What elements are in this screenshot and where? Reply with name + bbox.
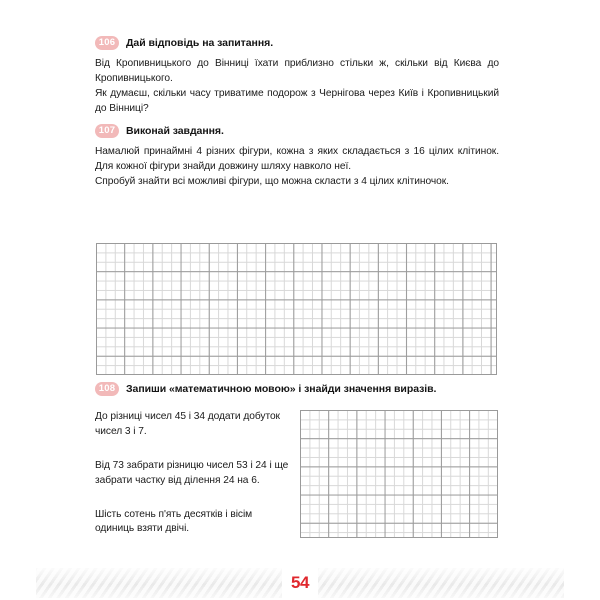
task-107 — [95, 124, 499, 190]
expression-item-3 — [95, 508, 291, 538]
page-footer — [0, 558, 600, 600]
task-108-expression-list — [95, 410, 291, 537]
expressions-grid[interactable] — [300, 410, 498, 538]
task-106-header — [95, 36, 499, 50]
expression-item-2 — [95, 459, 291, 489]
task-number-badge-107: 107 — [95, 124, 119, 138]
expression-text-1: До різниці чисел 45 і 34 додати добуток чисел 3 і 7. — [95, 411, 280, 437]
page-number: 54 — [282, 573, 318, 593]
task-107-title: Виконай завдання. — [126, 124, 224, 137]
expression-text-2: Від 73 забрати різницю чисел 53 і 24 і ще забрати частку від ділення 24 на 6. — [95, 459, 289, 486]
task-108-title: Запиши «математичною мовою» і знайди значення виразів. — [126, 382, 437, 395]
task-107-body — [95, 145, 499, 190]
figures-grid[interactable] — [96, 243, 497, 375]
task-107-paragraph-1: Намалюй принаймні 4 різних фігури, кожна з яких складається з 16 цілих клітинок. Для кожної фігури знайди довжину шляху навколо неї. — [95, 146, 499, 172]
footer-hatch-left — [36, 568, 282, 598]
footer-hatch-right — [318, 568, 564, 598]
task-number-badge-108: 108 — [95, 382, 119, 396]
task-106-paragraph-1: Від Кропивницького до Вінниці їхати приблизно стільки ж, скільки від Києва до Кропивницького. — [95, 58, 499, 84]
task-108 — [95, 382, 499, 403]
task-106-paragraph-2: Як думаєш, скільки часу триватиме подорож з Чернігова через Київ і Кропивницький до Вінниці? — [95, 87, 499, 114]
task-106-title: Дай відповідь на запитання. — [126, 36, 274, 49]
task-number-badge-106: 106 — [95, 36, 119, 50]
task-106-body — [95, 57, 499, 117]
expression-item-1 — [95, 410, 291, 440]
task-108-header — [95, 382, 499, 396]
expression-text-3: Шість сотень п'ять десятків і вісім одиниць взяти двічі. — [95, 508, 253, 535]
task-107-header — [95, 124, 499, 138]
task-107-paragraph-2: Спробуй знайти всі можливі фігури, що можна скласти з 4 цілих клітиночок. — [95, 175, 449, 187]
task-106 — [95, 36, 499, 117]
